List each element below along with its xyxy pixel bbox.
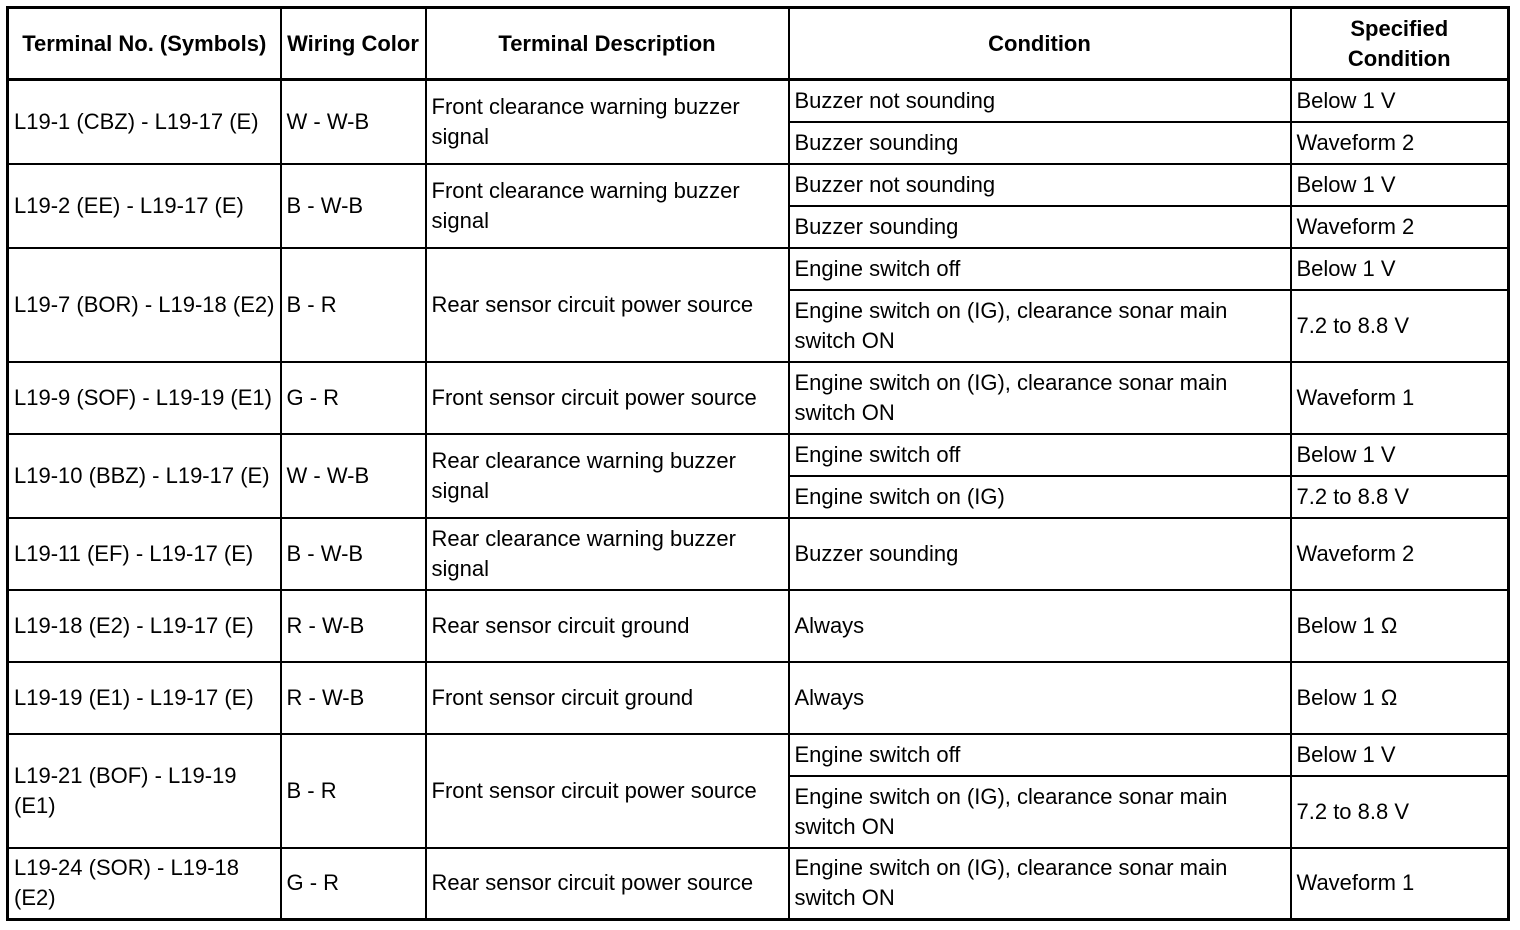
terminal-cell: L19-9 (SOF) - L19-19 (E1): [8, 362, 281, 434]
wiring-color-cell: B - R: [281, 734, 426, 848]
table-row: [8, 362, 1509, 434]
specified-condition-cell: Below 1 V: [1291, 248, 1509, 290]
condition-cell: Engine switch off: [789, 248, 1291, 290]
header-terminal-description: Terminal Description: [426, 8, 789, 80]
specified-condition-cell: Below 1 V: [1291, 164, 1509, 206]
wiring-color-cell: G - R: [281, 848, 426, 920]
terminal-cell: L19-11 (EF) - L19-17 (E): [8, 518, 281, 590]
condition-cell: Always: [789, 662, 1291, 734]
condition-cell: Always: [789, 590, 1291, 662]
specified-condition-cell: 7.2 to 8.8 V: [1291, 476, 1509, 518]
specified-condition-cell: Waveform 2: [1291, 518, 1509, 590]
specified-condition-cell: 7.2 to 8.8 V: [1291, 290, 1509, 362]
table-row: [8, 848, 1509, 920]
specified-condition-cell: Below 1 Ω: [1291, 590, 1509, 662]
table-row: [8, 518, 1509, 590]
terminal-cell: L19-1 (CBZ) - L19-17 (E): [8, 80, 281, 164]
wiring-color-cell: W - W-B: [281, 80, 426, 164]
wiring-color-cell: B - W-B: [281, 518, 426, 590]
header-condition: Condition: [789, 8, 1291, 80]
terminal-description-cell: Rear sensor circuit ground: [426, 590, 789, 662]
specified-condition-cell: Waveform 2: [1291, 206, 1509, 248]
specified-condition-cell: Waveform 1: [1291, 362, 1509, 434]
condition-cell: Engine switch on (IG): [789, 476, 1291, 518]
header-specified-condition: Specified Condition: [1291, 8, 1509, 80]
table-row: [8, 434, 1509, 476]
terminal-description-cell: Front clearance warning buzzer signal: [426, 80, 789, 164]
table-row: [8, 734, 1509, 776]
specified-condition-cell: Below 1 Ω: [1291, 662, 1509, 734]
terminal-description-cell: Front sensor circuit power source: [426, 734, 789, 848]
specified-condition-cell: 7.2 to 8.8 V: [1291, 776, 1509, 848]
condition-cell: Engine switch off: [789, 434, 1291, 476]
condition-cell: Engine switch off: [789, 734, 1291, 776]
condition-cell: Engine switch on (IG), clearance sonar main switch ON: [789, 848, 1291, 920]
specified-condition-cell: Below 1 V: [1291, 80, 1509, 122]
terminal-description-cell: Rear clearance warning buzzer signal: [426, 434, 789, 518]
condition-cell: Engine switch on (IG), clearance sonar main switch ON: [789, 776, 1291, 848]
condition-cell: Engine switch on (IG), clearance sonar main switch ON: [789, 290, 1291, 362]
condition-cell: Buzzer sounding: [789, 518, 1291, 590]
terminal-cell: L19-7 (BOR) - L19-18 (E2): [8, 248, 281, 362]
specified-condition-cell: Below 1 V: [1291, 734, 1509, 776]
terminal-description-cell: Front clearance warning buzzer signal: [426, 164, 789, 248]
condition-cell: Buzzer sounding: [789, 206, 1291, 248]
table-row: [8, 164, 1509, 206]
condition-cell: Buzzer not sounding: [789, 164, 1291, 206]
terminal-cell: L19-21 (BOF) - L19-19 (E1): [8, 734, 281, 848]
table-row: [8, 80, 1509, 122]
terminal-description-cell: Rear clearance warning buzzer signal: [426, 518, 789, 590]
specified-condition-cell: Waveform 1: [1291, 848, 1509, 920]
terminal-description-cell: Rear sensor circuit power source: [426, 848, 789, 920]
wiring-color-cell: B - R: [281, 248, 426, 362]
terminal-description-cell: Front sensor circuit ground: [426, 662, 789, 734]
wiring-color-cell: B - W-B: [281, 164, 426, 248]
condition-cell: Engine switch on (IG), clearance sonar main switch ON: [789, 362, 1291, 434]
wiring-color-cell: G - R: [281, 362, 426, 434]
specified-condition-cell: Below 1 V: [1291, 434, 1509, 476]
header-wiring-color: Wiring Color: [281, 8, 426, 80]
wiring-color-cell: R - W-B: [281, 590, 426, 662]
wiring-color-cell: W - W-B: [281, 434, 426, 518]
condition-cell: Buzzer not sounding: [789, 80, 1291, 122]
table-row: [8, 590, 1509, 662]
terminal-cell: L19-19 (E1) - L19-17 (E): [8, 662, 281, 734]
terminal-description-cell: Rear sensor circuit power source: [426, 248, 789, 362]
condition-cell: Buzzer sounding: [789, 122, 1291, 164]
terminal-inspection-table: [6, 6, 1510, 921]
terminal-cell: L19-18 (E2) - L19-17 (E): [8, 590, 281, 662]
table-row: [8, 248, 1509, 290]
specified-condition-cell: Waveform 2: [1291, 122, 1509, 164]
terminal-cell: L19-24 (SOR) - L19-18 (E2): [8, 848, 281, 920]
header-terminal: Terminal No. (Symbols): [8, 8, 281, 80]
terminal-description-cell: Front sensor circuit power source: [426, 362, 789, 434]
wiring-color-cell: R - W-B: [281, 662, 426, 734]
table-row: [8, 662, 1509, 734]
terminal-cell: L19-10 (BBZ) - L19-17 (E): [8, 434, 281, 518]
table-header-row: [8, 8, 1509, 80]
terminal-cell: L19-2 (EE) - L19-17 (E): [8, 164, 281, 248]
